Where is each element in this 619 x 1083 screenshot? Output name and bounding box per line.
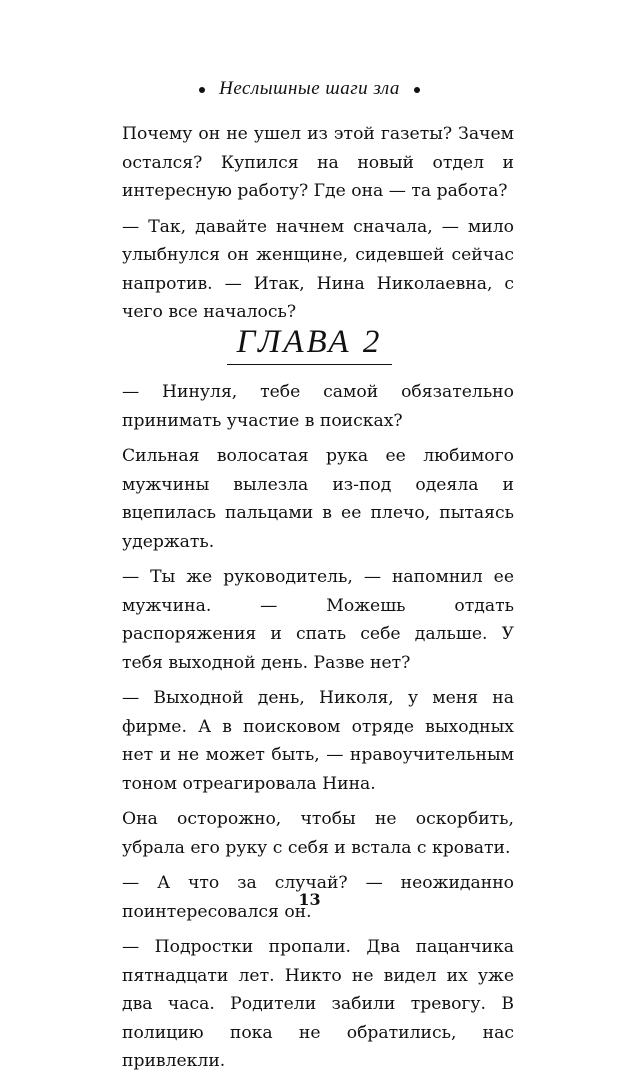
text-after-chapter — [122, 378, 514, 1083]
chapter-heading — [0, 322, 619, 365]
text-before-chapter — [122, 120, 514, 334]
paragraph: — Нинуля, тебе самой обязательно принимать участие в поисках? — [122, 382, 514, 431]
paragraph: — А что за случай? — неожиданно поинтересовался он. — [122, 873, 514, 922]
running-head — [0, 78, 619, 100]
running-head-title: Неслышные шаги зла — [219, 78, 400, 99]
paragraph: Она осторожно, чтобы не оскорбить, убрала его руку с себя и встала с кровати. — [122, 809, 514, 858]
paragraph: — Так, давайте начнем сначала, — мило улыбнулся он женщине, сидевшей сейчас напротив. — Итак, Нина Николаевна, с чего все началось? — [122, 216, 514, 322]
paragraph: — Ты же руководитель, — напомнил ее мужчина. — Можешь отдать распоряжения и спать себе дальше. У тебя выходной день. Разве нет? — [122, 567, 514, 673]
paragraph: Почему он не ушел из этой газеты? Зачем остался? Купился на новый отдел и интересную работу? Где она — та работа? — [122, 124, 514, 201]
bullet-right — [414, 87, 420, 93]
paragraph: — Подростки пропали. Два пацанчика пятнадцати лет. Никто не видел их уже два часа. Родители забили тревогу. В полицию пока не обратились, нас привлекли. — [122, 937, 514, 1071]
bullet-left — [199, 87, 205, 93]
chapter-title: ГЛАВА 2 — [227, 322, 393, 365]
paragraph: — Выходной день, Николя, у меня на фирме. А в поисковом отряде выходных нет и не может быть, — нравоучительным тоном отреагировала Нина. — [122, 688, 514, 794]
page-number: 13 — [298, 890, 321, 909]
paragraph: Сильная волосатая рука ее любимого мужчины вылезла из-под одеяла и вцепилась пальцами в ее плечо, пытаясь удержать. — [122, 446, 514, 552]
